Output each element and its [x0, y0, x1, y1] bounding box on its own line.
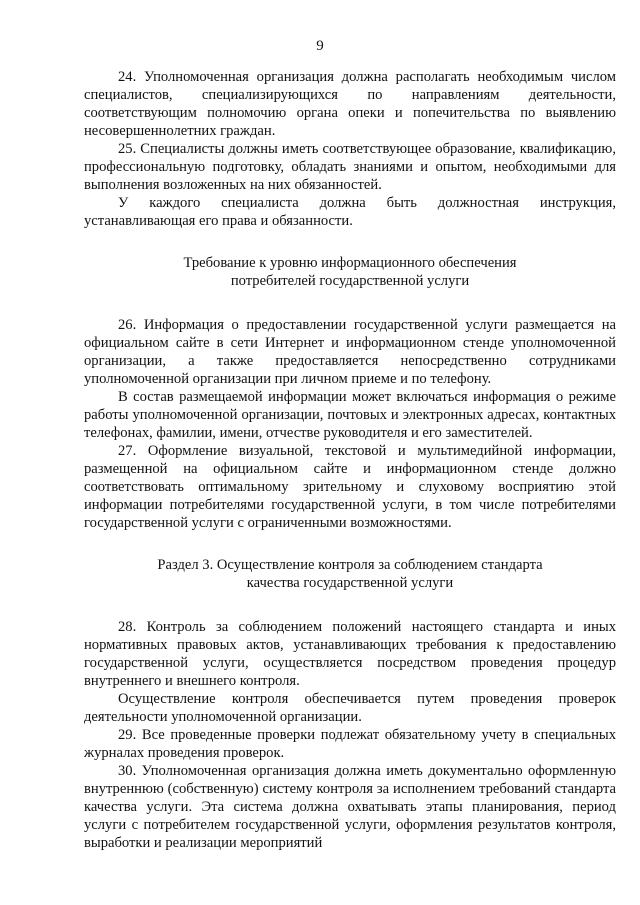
page-number: 9 — [316, 38, 324, 54]
paragraph-25-instruction: У каждого специалиста должна быть должностная инструкция, устанавливающая его права и обязанности. — [84, 195, 616, 229]
heading-line: Раздел 3. Осуществление контроля за соблюдением стандарта — [157, 557, 543, 573]
paragraph-26: 26. Информация о предоставлении государственной услуги размещается на официальном сайте в сети Интернет и информационном стенде уполномоченной организации, а также предоставляется непосредственно сотрудниками уполномоченной организации при личном приеме и по телефону. — [84, 317, 616, 387]
paragraph-28-checks: Осуществление контроля обеспечивается путем проведения проверок деятельности уполномоченной организации. — [84, 691, 616, 725]
heading-line: потребителей государственной услуги — [230, 273, 470, 289]
paragraph-29: 29. Все проведенные проверки подлежат обязательному учету в специальных журналах проведения проверок. — [84, 727, 616, 761]
paragraph-30: 30. Уполномоченная организация должна иметь документально оформленную внутреннюю (собственную) систему контроля за исполнением требований стандарта качества услуги. Эта система должна охватывать этапы планирования, период услуги с потребителем государственной услуги, оформления результатов контроля, выработки и реализации мероприятий — [84, 763, 616, 851]
heading-line: Требование к уровню информационного обеспечения — [183, 255, 517, 271]
paragraph-26-contents: В состав размещаемой информации может включаться информация о режиме работы уполномоченной организации, почтовых и электронных адресах, контактных телефонах, фамилии, имени, отчестве руководителя и его заместителей. — [84, 389, 616, 441]
paragraph-25: 25. Специалисты должны иметь соответствующее образование, квалификацию, профессиональную подготовку, обладать знаниями и опытом, необходимыми для выполнения возложенных на них обязанностей. — [84, 141, 616, 193]
document-body — [84, 68, 616, 852]
section-heading-control — [84, 556, 616, 592]
heading-line: качества государственной услуги — [246, 575, 454, 591]
paragraph-27: 27. Оформление визуальной, текстовой и мультимедийной информации, размещенной на официальном сайте и информационном стенде должно соответствовать оптимальному зрительному и слуховому восприятию этой информации потребителями государственной услуги, в том числе потребителями государственной услуги с ограниченными возможностями. — [84, 443, 616, 531]
section-heading-information — [84, 254, 616, 290]
paragraph-24: 24. Уполномоченная организация должна располагать необходимым числом специалистов, специализирующихся по направлениям деятельности, соответствующим полномочию органа опеки и попечительства по выявлению несовершеннолетних граждан. — [84, 69, 616, 139]
paragraph-28: 28. Контроль за соблюдением положений настоящего стандарта и иных нормативных правовых актов, устанавливающих требования к предоставлению государственной услуги, осуществляется посредством проведения процедур внутреннего и внешнего контроля. — [84, 619, 616, 689]
